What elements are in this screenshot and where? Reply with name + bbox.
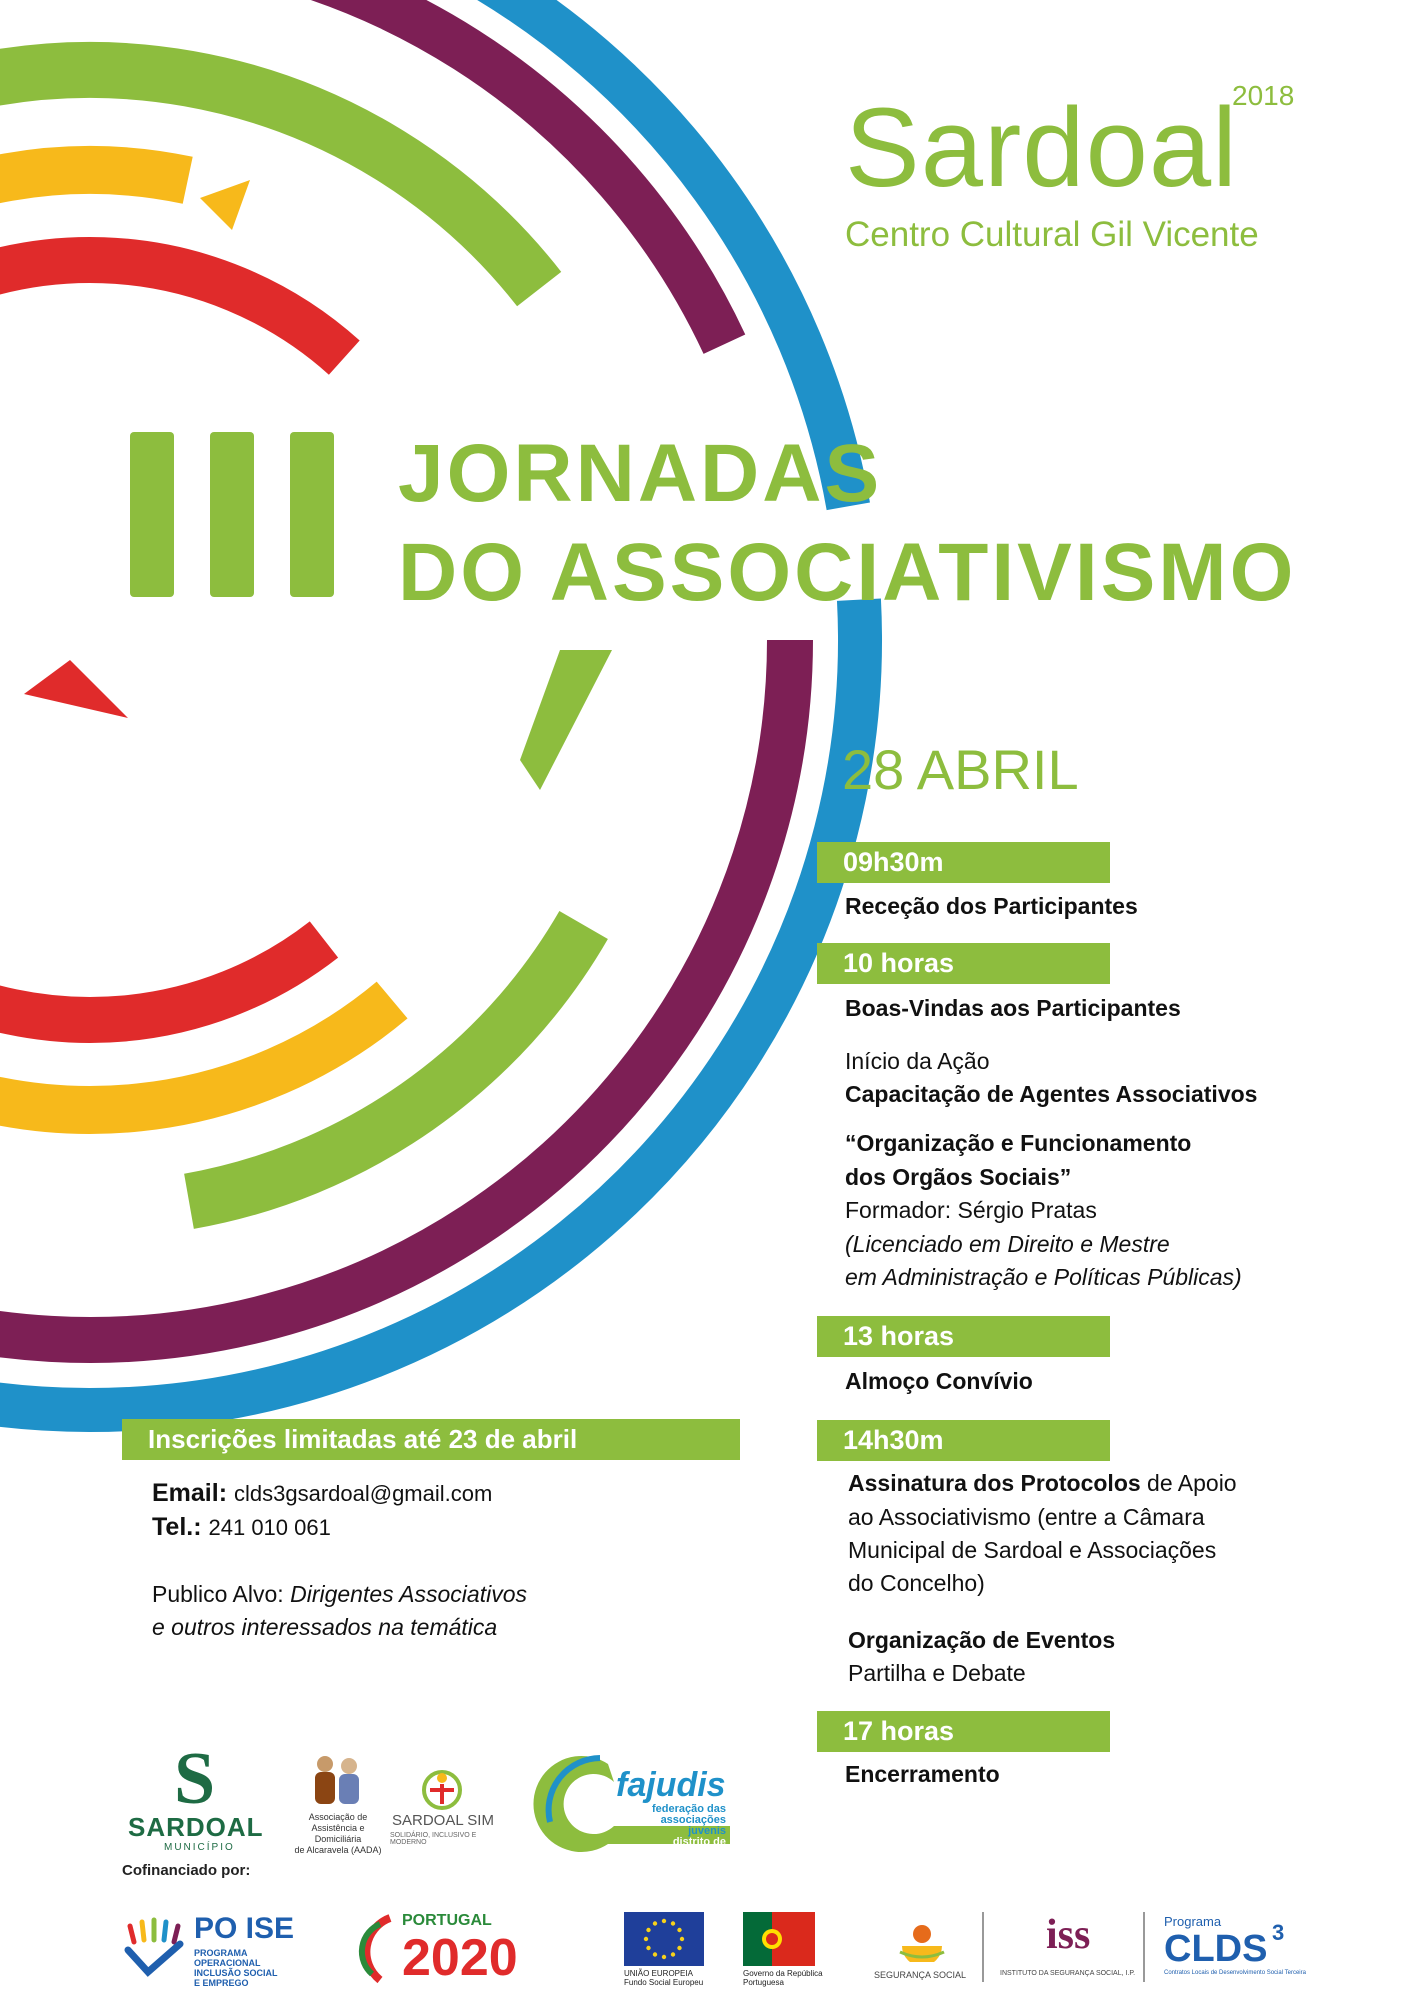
- item-boas-vindas: Boas-Vindas aos Participantes: [845, 995, 1181, 1021]
- portugal-flag-icon: [743, 1912, 815, 1966]
- iss-logo-letters: iss: [1046, 1912, 1091, 1958]
- elderly-couple-icon: [307, 1752, 367, 1808]
- venue-name: Centro Cultural Gil Vicente: [845, 215, 1259, 254]
- sardoal-logo-sub: MUNICÍPIO: [164, 1842, 235, 1853]
- item-organizacao-2: dos Orgãos Sociais”: [845, 1164, 1072, 1190]
- poise-name: PO ISE: [194, 1912, 295, 1945]
- tel-label: Tel.:: [152, 1513, 202, 1541]
- portugal-label: PORTUGAL: [402, 1912, 492, 1929]
- portugal-2020-logo: [350, 1912, 580, 1988]
- eu-text-1: UNIÃO EUROPEIA: [624, 1969, 693, 1978]
- time-bar-10: 10 horas: [817, 943, 1110, 984]
- sardoal-logo-name: SARDOAL: [128, 1812, 264, 1842]
- item-capacitacao: Capacitação de Agentes Associativos: [845, 1081, 1258, 1107]
- item-assinatura-line-4: do Concelho): [848, 1570, 985, 1596]
- item-assinatura-line-2: ao Associativismo (entre a Câmara: [848, 1504, 1205, 1530]
- yellow-ribbon-tail: [200, 180, 250, 230]
- poise-hand-icon: [122, 1916, 184, 1978]
- clds-sup: 3: [1272, 1920, 1285, 1945]
- item-organizacao-eventos: Organização de Eventos: [848, 1627, 1116, 1653]
- gov-text-2: Portuguesa: [743, 1978, 784, 1987]
- item-encerramento: Encerramento: [845, 1761, 1000, 1787]
- aada-logo: [287, 1752, 389, 1855]
- aada-text-2: Assistência e Domiciliária: [311, 1823, 365, 1844]
- tel-line: [152, 1511, 331, 1544]
- time-bar-13: 13 horas: [817, 1316, 1110, 1357]
- yellow-arc-upper: [0, 170, 188, 241]
- portugal-year: 2020: [402, 1929, 518, 1987]
- audience-value-1: Dirigentes Associativos: [290, 1581, 528, 1607]
- sardoal-sim-figure-icon: [420, 1768, 464, 1810]
- iss-logo: [1000, 1912, 1140, 1988]
- tel-number[interactable]: 241 010 061: [208, 1515, 331, 1540]
- item-formador-cv-1: (Licenciado em Direito e Mestre: [845, 1231, 1170, 1257]
- item-assinatura-bold: Assinatura dos Protocolos: [848, 1470, 1141, 1496]
- red-ribbon-tail: [24, 660, 128, 718]
- email-label: Email:: [152, 1479, 228, 1507]
- item-almoco: Almoço Convívio: [845, 1368, 1033, 1394]
- sardoal-sim-sub: SOLIDÁRIO, INCLUSIVO E MODERNO: [390, 1832, 477, 1846]
- audience-label: Publico Alvo:: [152, 1581, 284, 1607]
- cofinanced-label: Cofinanciado por:: [122, 1862, 251, 1879]
- red-arc-lower: [0, 939, 324, 1020]
- event-date: 28 ABRIL: [842, 738, 1079, 801]
- gov-text-1: Governo da República: [743, 1969, 823, 1978]
- fajudis-text-2: associações juvenis: [660, 1814, 726, 1837]
- item-assinatura-rest: de Apoio: [1140, 1470, 1237, 1496]
- fajudis-name: fajudis: [616, 1766, 726, 1804]
- fajudis-logo: [530, 1752, 730, 1859]
- time-bar-17: 17 horas: [817, 1711, 1110, 1752]
- logo-divider-2: [1143, 1912, 1145, 1982]
- eu-logo: [624, 1912, 734, 1988]
- sardoal-s-icon: S: [174, 1738, 216, 1820]
- item-assinatura-line-3: Municipal de Sardoal e Associações: [848, 1537, 1217, 1563]
- title-line-2: DO ASSOCIATIVISMO: [398, 527, 1297, 618]
- clds-logo: [1160, 1914, 1310, 1990]
- item-formador-cv-2: em Administração e Políticas Públicas): [845, 1264, 1242, 1290]
- event-year: 2018: [1232, 80, 1295, 111]
- ss-text: SEGURANÇA SOCIAL: [874, 1970, 967, 1980]
- item-inicio-acao: Início da Ação: [845, 1048, 990, 1074]
- seguranca-social-sun-icon: [892, 1912, 952, 1962]
- poise-text-3: E EMPREGO: [194, 1978, 249, 1988]
- sardoal-sim-logo: [376, 1768, 504, 1848]
- portugal-2020-swoosh-icon: [350, 1914, 394, 1984]
- clds-programa: Programa: [1164, 1914, 1222, 1929]
- item-rececao: Receção dos Participantes: [845, 893, 1138, 919]
- clds-sub: Contratos Locais de Desenvolvimento Social Terceira: [1164, 1970, 1306, 1976]
- sardoal-municipio-logo: [126, 1738, 266, 1853]
- item-formador: Formador: Sérgio Pratas: [845, 1197, 1097, 1223]
- eu-text-2: Fundo Social Europeu: [624, 1978, 704, 1987]
- fajudis-text-1: federação das: [652, 1803, 726, 1815]
- audience-line-1: [152, 1578, 527, 1611]
- sardoal-sim-name: SARDOAL SIM: [392, 1812, 494, 1829]
- roman-numeral-iii: [130, 432, 335, 597]
- eu-flag-icon: [624, 1912, 704, 1966]
- city-title: Sardoal: [845, 85, 1239, 210]
- time-bar-1430: 14h30m: [817, 1420, 1110, 1461]
- registration-banner: Inscrições limitadas até 23 de abril: [122, 1419, 740, 1460]
- email-line: [152, 1477, 492, 1510]
- red-arc-upper: [0, 260, 344, 358]
- poise-logo: [122, 1912, 312, 1988]
- purple-arc-lower: [0, 640, 790, 1340]
- item-assinatura-line-1: [848, 1467, 1237, 1500]
- green-ribbon-tail: [520, 650, 612, 790]
- poise-text-1: PROGRAMA OPERACIONAL: [194, 1948, 261, 1968]
- item-organizacao-1: “Organização e Funcionamento: [845, 1130, 1192, 1156]
- governo-portugal-logo: [743, 1912, 843, 1988]
- audience-value-2: e outros interessados na temática: [152, 1614, 498, 1640]
- aada-text-1: Associação de: [308, 1812, 368, 1822]
- logo-divider: [982, 1912, 984, 1982]
- iss-text: INSTITUTO DA SEGURANÇA SOCIAL, I.P.: [1000, 1970, 1136, 1977]
- aada-text-3: de Alcaravela (AADA): [294, 1845, 382, 1855]
- item-partilha-debate: Partilha e Debate: [848, 1660, 1026, 1686]
- time-bar-0930: 09h30m: [817, 842, 1110, 883]
- clds-name: CLDS: [1164, 1928, 1268, 1970]
- title-line-1: JORNADAS: [398, 428, 883, 519]
- email-address[interactable]: clds3gsardoal@gmail.com: [233, 1481, 493, 1506]
- poise-text-2: INCLUSÃO SOCIAL: [194, 1968, 278, 1978]
- seguranca-social-logo: [870, 1912, 980, 1988]
- fajudis-text-3: distrito de santarém: [672, 1836, 726, 1859]
